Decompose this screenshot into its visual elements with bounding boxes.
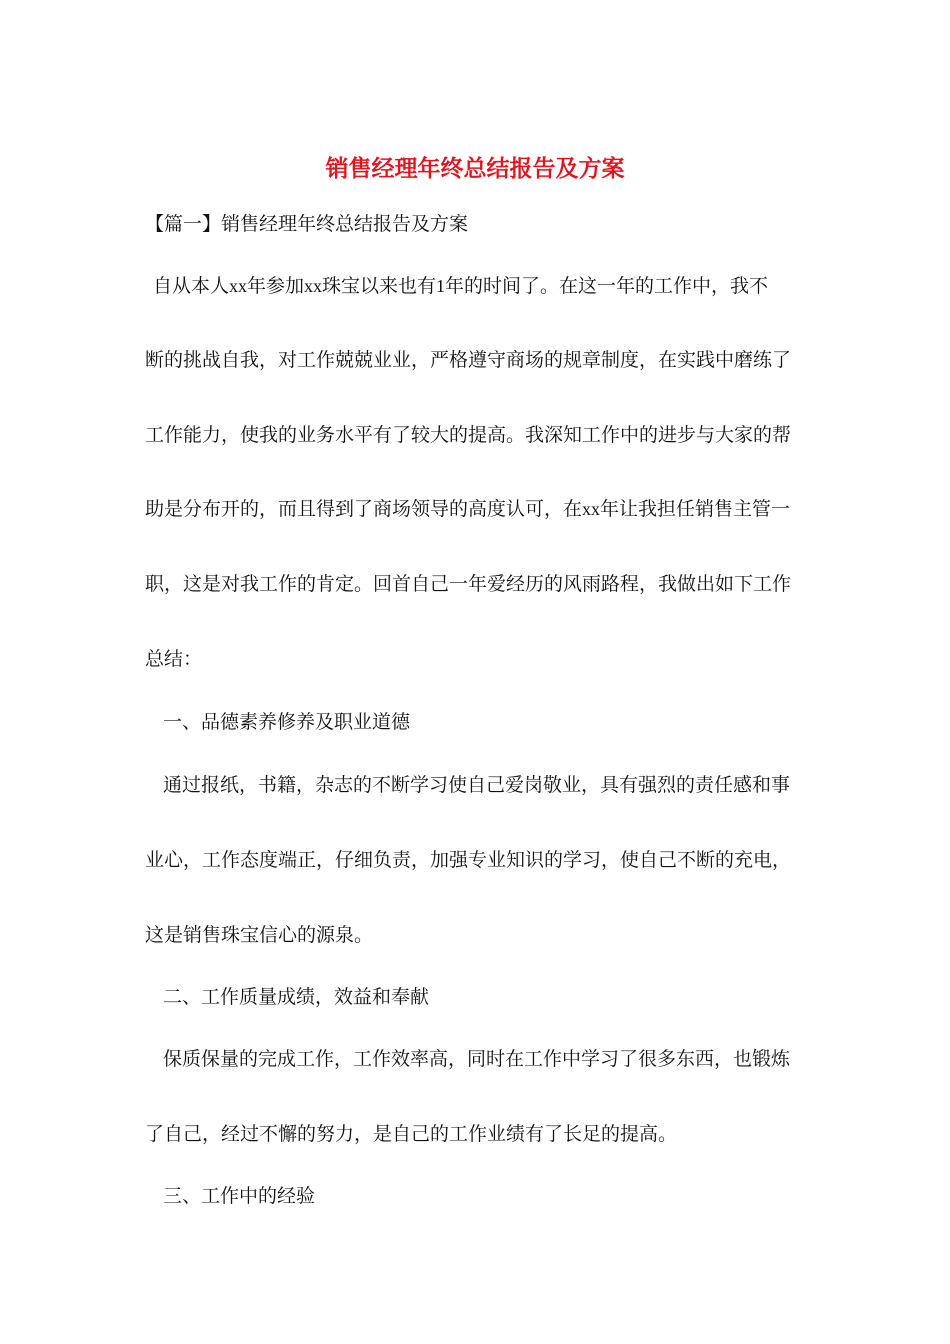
- paragraph-line: 这是销售珠宝信心的源泉。: [145, 924, 374, 946]
- section-heading: 一、品德素养修养及职业道德: [163, 711, 411, 733]
- placeholder-year: xx: [582, 499, 601, 519]
- paragraph-line: 通过报纸，书籍，杂志的不断学习使自己爱岗敬业，具有强烈的责任感和事: [163, 774, 791, 796]
- paragraph-line: [153, 271, 768, 301]
- placeholder-year: xx: [229, 276, 248, 296]
- section-heading: 三、工作中的经验: [163, 1185, 316, 1207]
- paragraph-line: 总结：: [145, 648, 203, 670]
- paragraph-line: 工作能力，使我的业务水平有了较大的提高。我深知工作中的进步与大家的帮: [145, 424, 792, 446]
- text-run: 年的时间了。在这一年的工作中，我不: [445, 275, 769, 297]
- text-run: 珠宝以来也有: [322, 275, 437, 297]
- paragraph-line: 保质保量的完成工作，工作效率高，同时在工作中学习了很多东西，也锻炼: [163, 1048, 791, 1070]
- placeholder-company: xx: [304, 276, 323, 296]
- text-run: 自从本人: [153, 275, 230, 297]
- paragraph-line: [145, 494, 790, 524]
- text-run: 助是分布开的，而且得到了商场领导的高度认可，在: [145, 498, 583, 520]
- document-title: 销售经理年终总结报告及方案: [325, 156, 625, 182]
- paragraph-line: 了自己，经过不懈的努力，是自己的工作业绩有了长足的提高。: [145, 1123, 678, 1145]
- duration-number: 1: [436, 276, 446, 296]
- document-subtitle: 【篇一】销售经理年终总结报告及方案: [145, 213, 469, 235]
- section-heading: 二、工作质量成绩，效益和奉献: [163, 986, 430, 1008]
- text-run: 年参加: [247, 275, 305, 297]
- text-run: 年让我担任销售主管一: [600, 498, 791, 520]
- paragraph-line: 断的挑战自我，对工作兢兢业业，严格遵守商场的规章制度，在实践中磨练了: [145, 349, 792, 371]
- paragraph-line: 职，这是对我工作的肯定。回首自己一年爱经历的风雨路程，我做出如下工作: [145, 573, 792, 595]
- paragraph-line: 业心，工作态度端正，仔细负责，加强专业知识的学习，使自己不断的充电，: [145, 849, 792, 871]
